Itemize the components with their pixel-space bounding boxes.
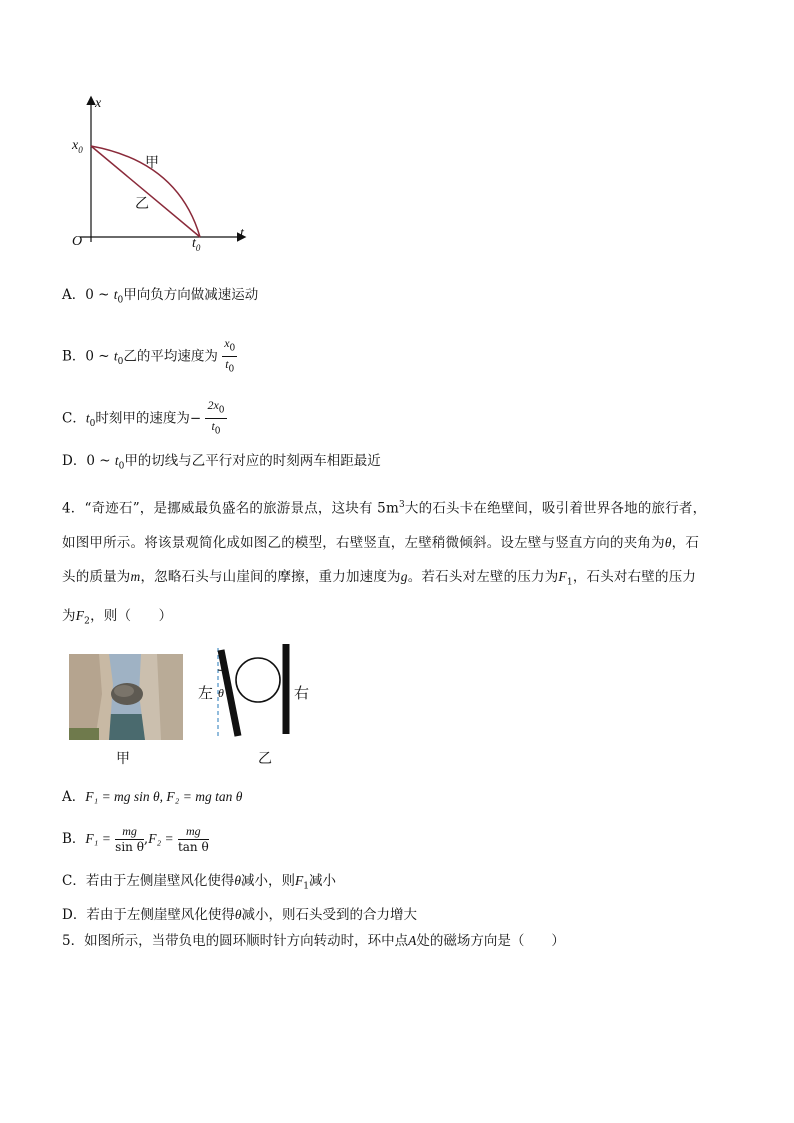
q3-option-d: D．0 ~ $t_0$甲的切线与乙平行对应的时刻两车相距最近 (62, 453, 381, 472)
f1-fraction: $\frac{mg}{\text{sin θ}}$ (115, 824, 144, 854)
q4-line-1: 4．“奇迹石”，是挪威最负盛名的旅游景点，这块有 $5m^3$大的石头卡在绝壁间，吸引着世界各地的旅行者， (62, 500, 707, 517)
x0-label: $x_0$ (72, 138, 83, 155)
q3-option-a: A．0 ~ $t_0$甲向负方向做减速运动 (62, 287, 259, 306)
q4-option-b: B．F₁ = $\frac{mg}{\text{sin θ}}$ ,F₂ = $\frac{mg}{\text{tan θ}}$ (62, 824, 209, 854)
stone-circle (236, 658, 280, 702)
xt-graph (60, 92, 260, 262)
q4-line-4: 为$F_2$，则（ ） (62, 608, 173, 627)
origin-label: O (72, 234, 83, 249)
q4-option-d: D．若由于左侧崖壁风化使得θ减小，则石头受到的合力增大 (62, 907, 417, 923)
y-axis-label: x (95, 96, 102, 111)
line-yi-label: 乙 (135, 196, 149, 212)
q4-line-3: 头的质量为m，忽略石头与山崖间的摩擦，重力加速度为g。若石头对左壁的压力为$F_1$，石头对右壁的压力 (62, 568, 697, 588)
q4-option-a: A．F₁ = mg sin θ, F₂ = mg tan θ (62, 789, 243, 805)
q5-stem: 5．如图所示，当带负电的圆环顺时针方向转动时，环中点A处的磁场方向是（ ） (62, 933, 565, 949)
x-axis-label: t (240, 226, 244, 241)
left-wall-label: 左 (198, 684, 214, 702)
t0-label: $t_0$ (192, 236, 201, 253)
theta-angle-label: θ (218, 686, 224, 700)
kjerag-photo (69, 654, 183, 740)
f2-fraction: $\frac{mg}{\text{tan θ}}$ (177, 824, 209, 854)
curve-jia-label: 甲 (145, 155, 159, 171)
q4-option-c: C．若由于左侧崖壁风化使得θ减小，则$F_1$减小 (62, 873, 336, 892)
figure-yi-caption: 乙 (258, 751, 272, 767)
q4-stem (62, 488, 742, 639)
right-wall-label: 右 (294, 684, 310, 702)
speed-fraction: $\frac{2x_0}{t_0}$ (207, 398, 225, 437)
q3-option-b: B．0 ~ $t_0$乙的平均速度为 $\frac{x_0}{t_0}$ (62, 336, 237, 378)
figure-jia-caption: 甲 (116, 751, 130, 767)
q4-line-2: 如图甲所示。将该景观简化成如图乙的模型，右壁竖直，左壁稍微倾斜。设左壁与竖直方向的夹角为θ，石 (62, 534, 700, 551)
avg-speed-fraction: $\frac{x_0}{t_0}$ (224, 336, 236, 375)
q3-option-c: C．$t_0$时刻甲的速度为− $\frac{2x_0}{t_0}$ (62, 398, 227, 440)
